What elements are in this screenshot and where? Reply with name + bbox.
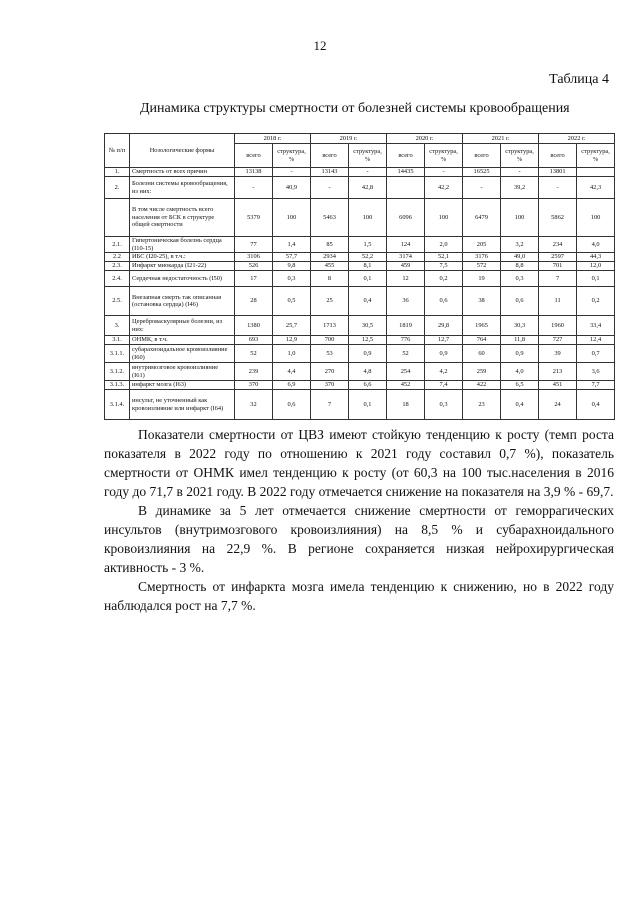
cell-total: 77 — [235, 237, 273, 253]
cell-structure: 0,9 — [425, 345, 463, 363]
cell-structure: 100 — [273, 199, 311, 237]
cell-structure: 0,2 — [577, 287, 615, 316]
cell-total: 5463 — [311, 199, 349, 237]
cell-structure: 0,3 — [273, 271, 311, 287]
cell-structure: 0,9 — [349, 345, 387, 363]
cell-total: - — [311, 177, 349, 199]
row-form: Цереброваскулярные болезни, из них: — [130, 316, 235, 336]
cell-total: 23 — [463, 390, 501, 420]
cell-structure — [577, 168, 615, 177]
cell-structure: 1,5 — [349, 237, 387, 253]
cell-structure: 30,5 — [349, 316, 387, 336]
cell-structure: 12,0 — [577, 262, 615, 271]
row-form: ИБС (I20-25), в т.ч.: — [130, 253, 235, 262]
paragraph: В динамике за 5 лет отмечается снижение смертности от геморрагических инсультов (внутримозгового кровоизлияния) на 8,5 % и субарахноидального кровоизлияния на 22,9 %. В регионе сохраняется низкая нейрохирургическая активность - 3 %. — [104, 503, 614, 575]
cell-total: 213 — [539, 363, 577, 381]
cell-structure: 33,4 — [577, 316, 615, 336]
cell-structure: 30,3 — [501, 316, 539, 336]
cell-total: 24 — [539, 390, 577, 420]
row-form: В том числе смертность всего населения от БСК в структуре общей смертности — [130, 199, 235, 237]
cell-structure: 40,9 — [273, 177, 311, 199]
header-year: 2021 г. — [463, 134, 539, 144]
header-structure: структура, % — [273, 144, 311, 168]
row-form: Сердечная недостаточность (I50) — [130, 271, 235, 287]
cell-structure: 0,1 — [349, 271, 387, 287]
cell-structure: 4,0 — [501, 363, 539, 381]
cell-total: 52 — [387, 345, 425, 363]
cell-total: 459 — [387, 262, 425, 271]
cell-structure: 12,9 — [273, 336, 311, 345]
cell-structure: 2,0 — [425, 237, 463, 253]
cell-total: 693 — [235, 336, 273, 345]
row-number — [105, 199, 130, 237]
cell-total: 60 — [463, 345, 501, 363]
cell-structure: 100 — [501, 199, 539, 237]
cell-structure: 0,4 — [349, 287, 387, 316]
cell-total: 5862 — [539, 199, 577, 237]
cell-total: 701 — [539, 262, 577, 271]
cell-total — [387, 177, 425, 199]
cell-structure: 0,9 — [501, 345, 539, 363]
row-number: 3.1. — [105, 336, 130, 345]
cell-total: 124 — [387, 237, 425, 253]
table-title: Динамика структуры смертности от болезней системы кровообращения — [140, 101, 570, 116]
cell-structure: 6,9 — [273, 381, 311, 390]
cell-total: 254 — [387, 363, 425, 381]
cell-structure: 1,4 — [273, 237, 311, 253]
table-row — [105, 316, 615, 336]
cell-structure: 25,7 — [273, 316, 311, 336]
cell-total: 3176 — [463, 253, 501, 262]
cell-structure: 100 — [425, 199, 463, 237]
cell-structure: 0,3 — [425, 390, 463, 420]
cell-structure: 4,0 — [577, 237, 615, 253]
header-year: 2020 г. — [387, 134, 463, 144]
row-form: Смертность от всех причин — [130, 168, 235, 177]
row-number: 3. — [105, 316, 130, 336]
page-number: 12 — [313, 38, 327, 53]
row-form: внутримозговое кровоизлияние (I61) — [130, 363, 235, 381]
header-structure: структура, % — [501, 144, 539, 168]
row-number: 2.4. — [105, 271, 130, 287]
header-total: всего — [387, 144, 425, 168]
cell-total: 6096 — [387, 199, 425, 237]
cell-total: 17 — [235, 271, 273, 287]
cell-structure: 8,1 — [349, 262, 387, 271]
cell-structure: 8,8 — [501, 262, 539, 271]
cell-total: 452 — [387, 381, 425, 390]
cell-total: 13143 — [311, 168, 349, 177]
cell-total: 16525 — [463, 168, 501, 177]
row-number: 2.5. — [105, 287, 130, 316]
cell-structure: 29,8 — [425, 316, 463, 336]
table-row — [105, 390, 615, 420]
cell-total: 451 — [539, 381, 577, 390]
row-number: 3.1.1. — [105, 345, 130, 363]
table-row — [105, 199, 615, 237]
cell-structure: 6,5 — [501, 381, 539, 390]
cell-structure: 100 — [349, 199, 387, 237]
header-year: 2019 г. — [311, 134, 387, 144]
row-number: 2. — [105, 177, 130, 199]
cell-structure: 6,6 — [349, 381, 387, 390]
cell-total: 14435 — [387, 168, 425, 177]
cell-total: 239 — [235, 363, 273, 381]
cell-structure: 7,5 — [425, 262, 463, 271]
cell-structure: 0,1 — [577, 271, 615, 287]
cell-structure: 4,4 — [273, 363, 311, 381]
cell-structure: - — [273, 168, 311, 177]
cell-total: 38 — [463, 287, 501, 316]
cell-total: 39 — [539, 345, 577, 363]
cell-total: 234 — [539, 237, 577, 253]
table-body — [105, 168, 615, 420]
cell-structure: 57,7 — [273, 253, 311, 262]
cell-structure: - — [501, 168, 539, 177]
cell-structure: 39,2 — [501, 177, 539, 199]
cell-total: 764 — [463, 336, 501, 345]
header-structure: структура, % — [425, 144, 463, 168]
header-total: всего — [463, 144, 501, 168]
cell-structure: 12,7 — [425, 336, 463, 345]
row-form: инсульт, не уточненный как кровоизлияние или инфаркт (I64) — [130, 390, 235, 420]
table-row — [105, 287, 615, 316]
cell-total: 6479 — [463, 199, 501, 237]
cell-total: - — [235, 177, 273, 199]
cell-structure: - — [425, 168, 463, 177]
cell-structure: 7,4 — [425, 381, 463, 390]
cell-total: 2597 — [539, 253, 577, 262]
cell-total: 32 — [235, 390, 273, 420]
cell-total: 53 — [311, 345, 349, 363]
mortality-table — [104, 133, 615, 420]
cell-total: 3174 — [387, 253, 425, 262]
row-number: 3.1.4. — [105, 390, 130, 420]
cell-structure: 3,2 — [501, 237, 539, 253]
cell-structure: - — [349, 168, 387, 177]
cell-structure: 0,6 — [425, 287, 463, 316]
cell-structure: 3,6 — [577, 363, 615, 381]
cell-total: 28 — [235, 287, 273, 316]
table-row — [105, 345, 615, 363]
cell-structure: 4,8 — [349, 363, 387, 381]
header-total: всего — [311, 144, 349, 168]
cell-structure: 42,3 — [577, 177, 615, 199]
cell-total: 19 — [463, 271, 501, 287]
cell-total: 1380 — [235, 316, 273, 336]
cell-total: 727 — [539, 336, 577, 345]
row-form: ОНМК, в т.ч. — [130, 336, 235, 345]
body-text — [104, 425, 614, 615]
row-form: Внезапная смерть так описанная (остановка сердца) (I46) — [130, 287, 235, 316]
cell-total: 1713 — [311, 316, 349, 336]
table-row — [105, 262, 615, 271]
cell-structure: 11,8 — [501, 336, 539, 345]
cell-total: 2934 — [311, 253, 349, 262]
cell-total: - — [539, 177, 577, 199]
cell-total: 1819 — [387, 316, 425, 336]
header-form: Нозологические формы — [130, 134, 235, 168]
cell-structure: 0,5 — [273, 287, 311, 316]
row-number: 2.3. — [105, 262, 130, 271]
cell-total: 5379 — [235, 199, 273, 237]
cell-total: 18 — [387, 390, 425, 420]
cell-structure: 42,2 — [425, 177, 463, 199]
header-year: 2022 г. — [539, 134, 615, 144]
cell-total: 422 — [463, 381, 501, 390]
row-number: 2.2 — [105, 253, 130, 262]
row-form: Болезни системы кровообращения, из них: — [130, 177, 235, 199]
table-label: Таблица 4 — [549, 72, 609, 87]
cell-total: 270 — [311, 363, 349, 381]
cell-total: 1960 — [539, 316, 577, 336]
cell-structure: 49,0 — [501, 253, 539, 262]
header-year: 2018 г. — [235, 134, 311, 144]
paragraph: Показатели смертности от ЦВЗ имеют стойкую тенденцию к росту (темп роста показателя в 2022 году по отношению к 2021 году составил 0,7 %), показатель смертности от ОНМК имел тенденцию к росту (от 60,3 на 100 тыс.населения в 2016 году до 71,7 в 2021 году. В 2022 году отмечается снижение на показателя на 3,9 % - 69,7. — [104, 427, 614, 499]
cell-structure: 42,8 — [349, 177, 387, 199]
cell-total: 52 — [235, 345, 273, 363]
cell-total: 11 — [539, 287, 577, 316]
cell-total: 526 — [235, 262, 273, 271]
cell-structure: 12,4 — [577, 336, 615, 345]
cell-structure: 44,3 — [577, 253, 615, 262]
cell-structure: 0,1 — [349, 390, 387, 420]
table-row — [105, 381, 615, 390]
row-number: 3.1.3. — [105, 381, 130, 390]
table-row — [105, 168, 615, 177]
cell-structure: 0,4 — [577, 390, 615, 420]
cell-structure: 0,2 — [425, 271, 463, 287]
cell-total: 572 — [463, 262, 501, 271]
cell-total: 13138 — [235, 168, 273, 177]
cell-structure: 0,3 — [501, 271, 539, 287]
cell-total: 1965 — [463, 316, 501, 336]
table-row — [105, 363, 615, 381]
table-row — [105, 271, 615, 287]
cell-structure: 52,1 — [425, 253, 463, 262]
cell-structure: 0,7 — [577, 345, 615, 363]
cell-total: 205 — [463, 237, 501, 253]
table-row — [105, 237, 615, 253]
cell-total: 8 — [311, 271, 349, 287]
row-form: Гипертоническая болезнь сердца (I10-15) — [130, 237, 235, 253]
cell-total: 3106 — [235, 253, 273, 262]
cell-total: 7 — [539, 271, 577, 287]
row-form: инфаркт мозга (I63) — [130, 381, 235, 390]
cell-total: 25 — [311, 287, 349, 316]
row-number: 2.1. — [105, 237, 130, 253]
cell-total: - — [463, 177, 501, 199]
cell-total: 85 — [311, 237, 349, 253]
cell-structure: 0,6 — [273, 390, 311, 420]
cell-structure: 9,8 — [273, 262, 311, 271]
paragraph: Смертность от инфаркта мозга имела тенденцию к снижению, но в 2022 году наблюдался рост на 7,7 %. — [104, 579, 614, 613]
cell-total: 7 — [311, 390, 349, 420]
table-row — [105, 253, 615, 262]
header-total: всего — [539, 144, 577, 168]
cell-structure: 4,2 — [425, 363, 463, 381]
row-number: 3.1.2. — [105, 363, 130, 381]
cell-structure: 1,0 — [273, 345, 311, 363]
cell-total: 370 — [311, 381, 349, 390]
cell-structure: 0,4 — [501, 390, 539, 420]
cell-structure: 0,6 — [501, 287, 539, 316]
cell-total: 36 — [387, 287, 425, 316]
cell-total: 259 — [463, 363, 501, 381]
header-structure: структура, % — [577, 144, 615, 168]
header-number: № п/п — [105, 134, 130, 168]
row-form: субарахноидальное кровоизлияние (I60) — [130, 345, 235, 363]
cell-structure: 100 — [577, 199, 615, 237]
cell-structure: 12,5 — [349, 336, 387, 345]
cell-total: 13801 — [539, 168, 577, 177]
cell-total: 776 — [387, 336, 425, 345]
header-total: всего — [235, 144, 273, 168]
cell-total: 370 — [235, 381, 273, 390]
cell-structure: 52,2 — [349, 253, 387, 262]
header-structure: структура, % — [349, 144, 387, 168]
table-row — [105, 177, 615, 199]
table-row — [105, 336, 615, 345]
row-number: 1. — [105, 168, 130, 177]
row-form: Инфаркт миокарда (I21-22) — [130, 262, 235, 271]
cell-total: 455 — [311, 262, 349, 271]
cell-total: 12 — [387, 271, 425, 287]
cell-total: 700 — [311, 336, 349, 345]
cell-structure: 7,7 — [577, 381, 615, 390]
